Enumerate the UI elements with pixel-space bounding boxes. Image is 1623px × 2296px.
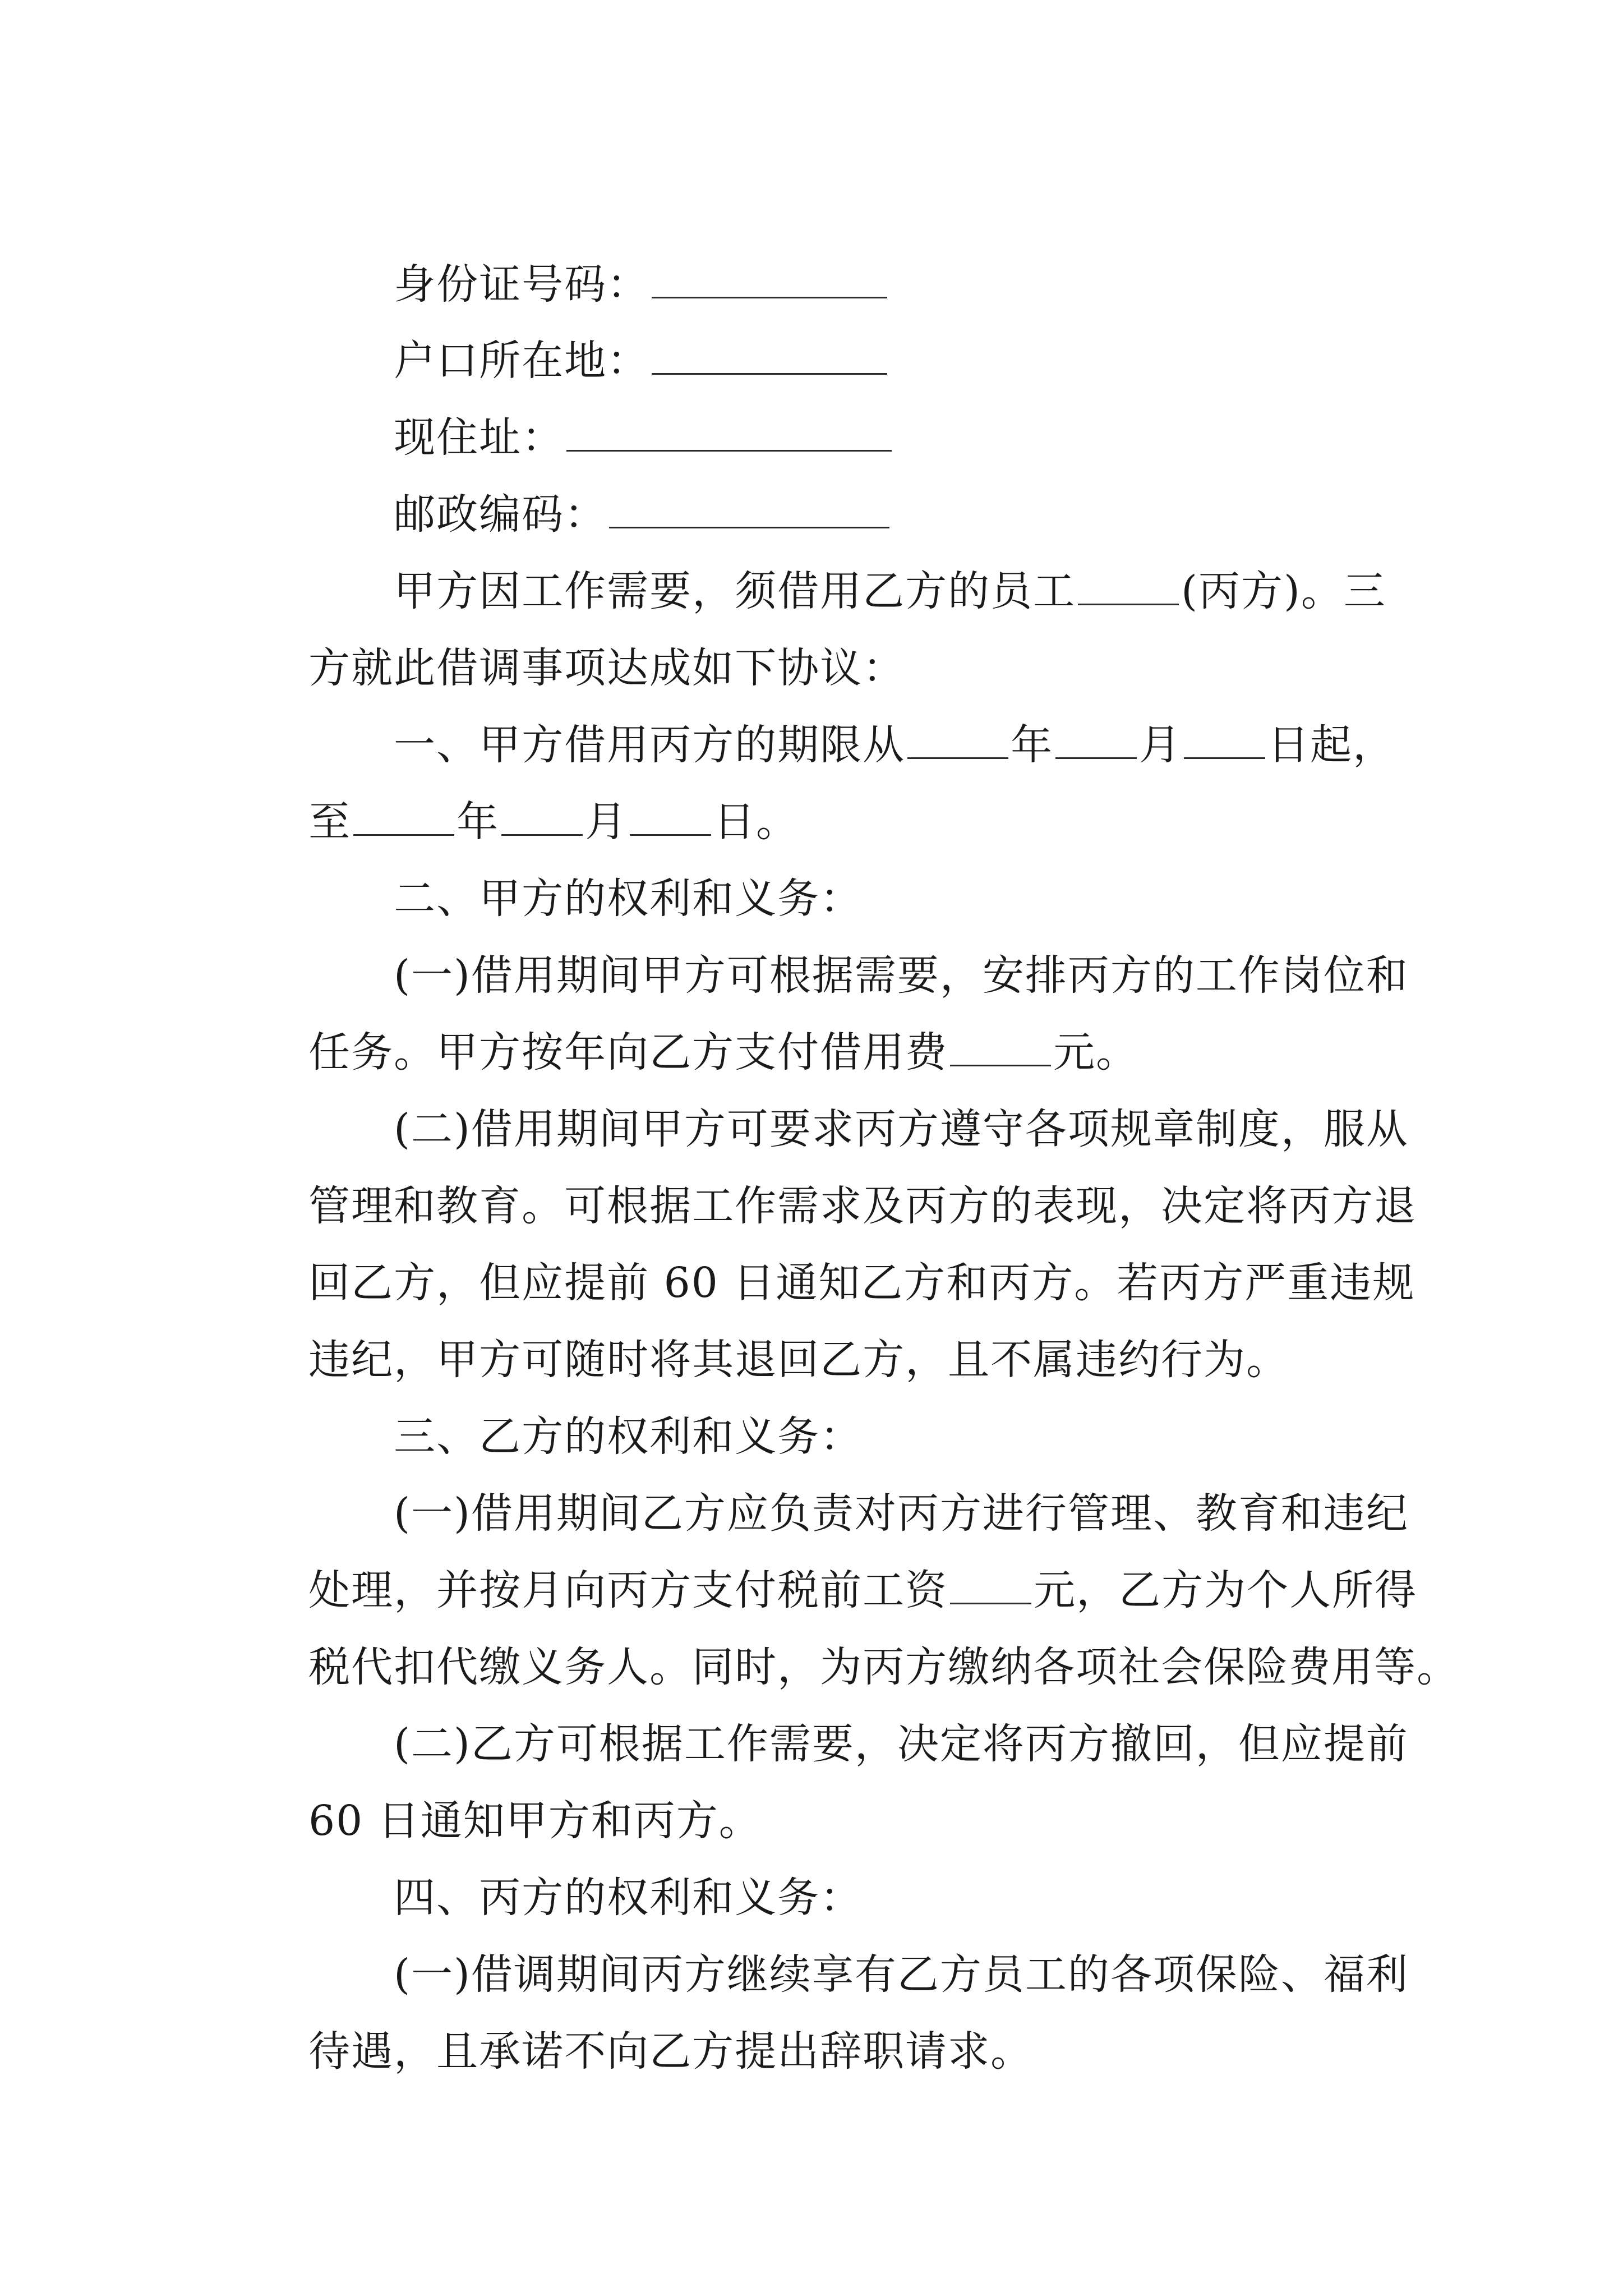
clause2-item1-text-1: (一)借用期间甲方可根据需要，安排丙方的工作岗位和 bbox=[394, 951, 1409, 1000]
clause3-item2-text-1: (二)乙方可根据工作需要，决定将丙方撤回，但应提前 bbox=[394, 1720, 1409, 1768]
clause2-item2-text-1: (二)借用期间甲方可要求丙方遵守各项规章制度，服从 bbox=[394, 1105, 1409, 1153]
hukou-label: 户口所在地： bbox=[394, 337, 650, 385]
intro-text-b: (丙方)。三 bbox=[1181, 567, 1386, 615]
end-month-blank bbox=[501, 802, 583, 836]
borrow-fee-blank bbox=[950, 1032, 1051, 1066]
clause2-item2-text-3: 回乙方，但应提前 60 日通知乙方和丙方。若丙方严重违规 bbox=[308, 1259, 1415, 1307]
start-year-unit: 年 bbox=[1011, 721, 1054, 769]
salary-blank bbox=[950, 1570, 1031, 1604]
start-day-unit: 日起， bbox=[1267, 721, 1396, 769]
clause4-item1-text-1: (一)借调期间丙方继续享有乙方员工的各项保险、福利 bbox=[394, 1950, 1409, 1999]
clause1-text: 一、甲方借用丙方的期限从 bbox=[394, 721, 906, 769]
hukou-blank bbox=[652, 341, 887, 375]
end-day-unit: 日。 bbox=[713, 798, 799, 846]
clause3-heading-text: 三、乙方的权利和义务： bbox=[394, 1412, 863, 1461]
clause2-item2-text-4: 违纪，甲方可随时将其退回乙方，且不属违约行为。 bbox=[308, 1336, 1289, 1384]
id-number-blank bbox=[652, 264, 887, 298]
end-year-blank bbox=[353, 802, 454, 836]
clause3-item1-text-2b: 元，乙方为个人所得 bbox=[1034, 1566, 1418, 1614]
clause3-item2-text-2: 60 日通知甲方和丙方。 bbox=[308, 1797, 762, 1845]
clause4-item1-line2 bbox=[251, 1989, 1033, 2114]
intro-text-a: 甲方因工作需要，须借用乙方的员工 bbox=[394, 567, 1076, 615]
clause2-item2-text-2: 管理和教育。可根据工作需求及丙方的表现，决定将丙方退 bbox=[308, 1182, 1417, 1230]
start-year-blank bbox=[907, 725, 1008, 759]
clause4-heading-text: 四、丙方的权利和义务： bbox=[394, 1874, 863, 1922]
current-address-blank bbox=[566, 417, 892, 452]
clause2-item1-text-2b: 元。 bbox=[1053, 1028, 1139, 1076]
clause2-heading-text: 二、甲方的权利和义务： bbox=[394, 875, 863, 923]
clause3-item1-text-1: (一)借用期间乙方应负责对丙方进行管理、教育和违纪 bbox=[394, 1489, 1409, 1538]
clause3-item1-text-2a: 处理，并按月向丙方支付税前工资 bbox=[308, 1566, 948, 1614]
end-day-blank bbox=[630, 802, 711, 836]
end-prefix: 至 bbox=[308, 798, 352, 846]
end-year-unit: 年 bbox=[457, 798, 500, 846]
employee-name-blank bbox=[1078, 571, 1179, 605]
id-number-label: 身份证号码： bbox=[394, 260, 650, 309]
start-month-blank bbox=[1055, 725, 1137, 759]
start-month-unit: 月 bbox=[1139, 721, 1182, 769]
postal-code-label: 邮政编码： bbox=[394, 490, 607, 539]
clause2-item1-text-2a: 任务。甲方按年向乙方支付借用费 bbox=[308, 1028, 948, 1076]
intro-text-2: 方就此借调事项达成如下协议： bbox=[308, 644, 906, 692]
start-day-blank bbox=[1184, 725, 1265, 759]
end-month-unit: 月 bbox=[585, 798, 628, 846]
postal-code-blank bbox=[609, 494, 889, 528]
clause4-item1-text-2: 待遇，且承诺不向乙方提出辞职请求。 bbox=[308, 2027, 1034, 2076]
clause3-item1-text-3: 税代扣代缴义务人。同时，为丙方缴纳各项社会保险费用等。 bbox=[308, 1643, 1460, 1691]
current-address-label: 现住址： bbox=[394, 413, 565, 462]
